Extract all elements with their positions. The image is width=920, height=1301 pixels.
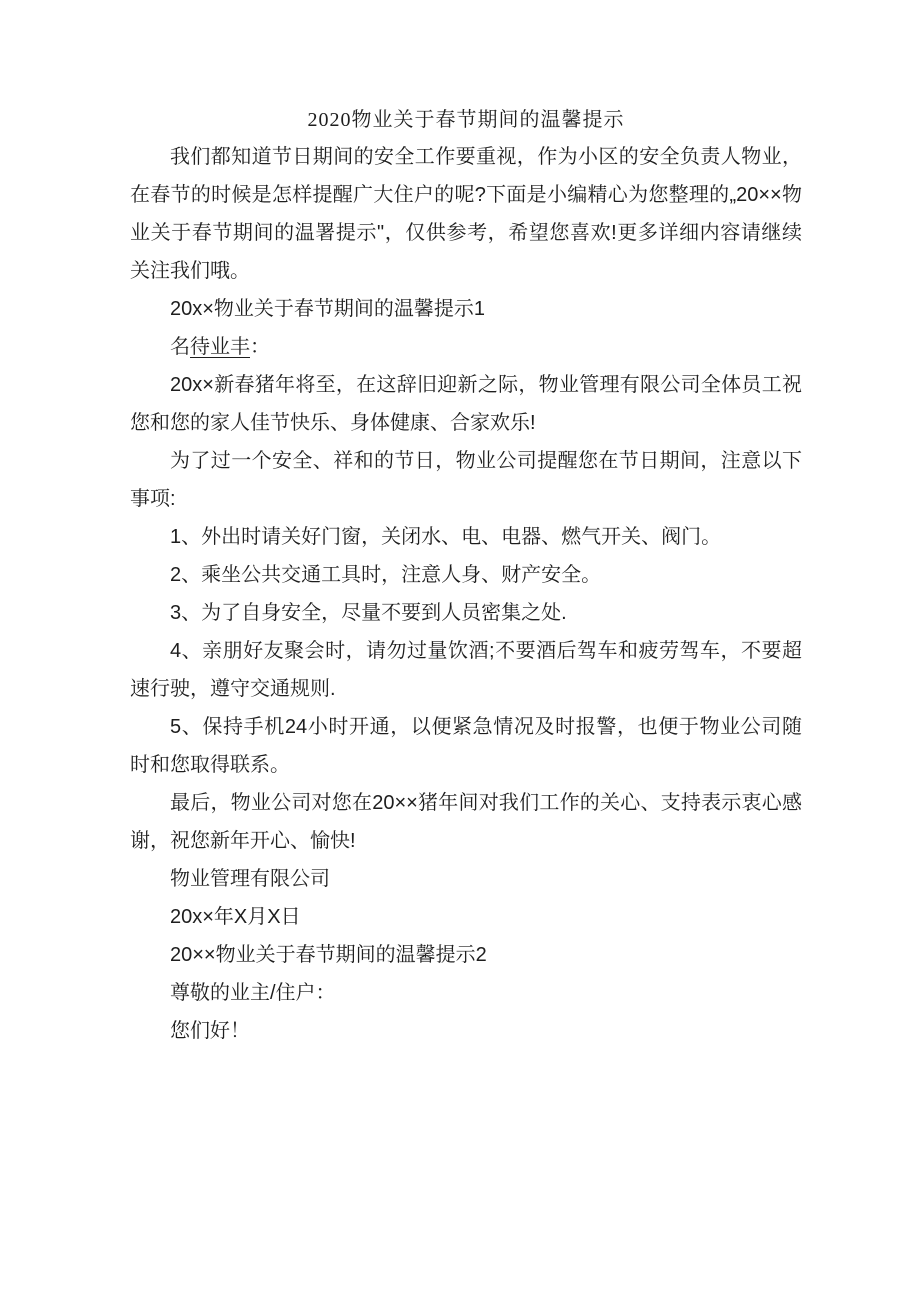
date-line: 20x×年X月X日 bbox=[170, 906, 301, 928]
notice-item-5: 5、保持手机24小时开通，以便紧急情况及时报警，也便于物业公司随时和您取得联系。 bbox=[130, 716, 802, 776]
intro-paragraph: 我们都知道节日期间的安全工作要重视，作为小区的安全负责人物业，在春节的时候是怎样提醒广大住户的呢?下面是小编精心为您整理的„20××物业关于春节期间的温署提示"，仅供参考，希望您喜欢!更多详细内容请继续关注我们哦。 bbox=[130, 146, 802, 282]
section1-greeting bbox=[130, 328, 802, 366]
greeting-underlined-text: 待业丰 bbox=[190, 336, 250, 358]
greeting-prefix: 名 bbox=[170, 336, 190, 358]
section1-heading: 20x×物业关于春节期间的温馨提示1 bbox=[170, 298, 486, 320]
section2-heading: 20××物业关于春节期间的温馨提示2 bbox=[170, 944, 487, 966]
section1-paragraph-newyear: 20x×新春猪年将至，在这辞旧迎新之际，物业管理有限公司全体员工祝您和您的家人佳节快乐、身体健康、合家欢乐! bbox=[130, 374, 802, 434]
notice-item-3: 3、为了自身安全，尽量不要到人员密集之处. bbox=[170, 602, 567, 624]
section2-greeting: 尊敬的业主/住户： bbox=[170, 982, 336, 1004]
signature-line: 物业管理有限公司 bbox=[170, 868, 330, 890]
section1-paragraph-notice: 为了过一个安全、祥和的节日，物业公司提醒您在节日期间，注意以下事项: bbox=[130, 450, 802, 510]
notice-item-1: 1、外出时请关好门窗，关闭水、电、电器、燃气开关、阀门。 bbox=[170, 526, 722, 548]
section2-hello: 您们好！ bbox=[170, 1020, 250, 1042]
greeting-suffix: ： bbox=[250, 336, 270, 358]
notice-item-4: 4、亲朋好友聚会时，请勿过量饮酒;不要酒后驾车和疲劳驾车，不要超速行驶，遵守交通规则. bbox=[130, 640, 802, 700]
notice-item-2: 2、乘坐公共交通工具时，注意人身、财产安全。 bbox=[170, 564, 602, 586]
document-title: 2020物业关于春节期间的温馨提示 bbox=[307, 109, 625, 131]
section1-closing-paragraph: 最后，物业公司对您在20××猪年间对我们工作的关心、支持表示衷心感谢，祝您新年开心、愉快! bbox=[130, 792, 802, 852]
